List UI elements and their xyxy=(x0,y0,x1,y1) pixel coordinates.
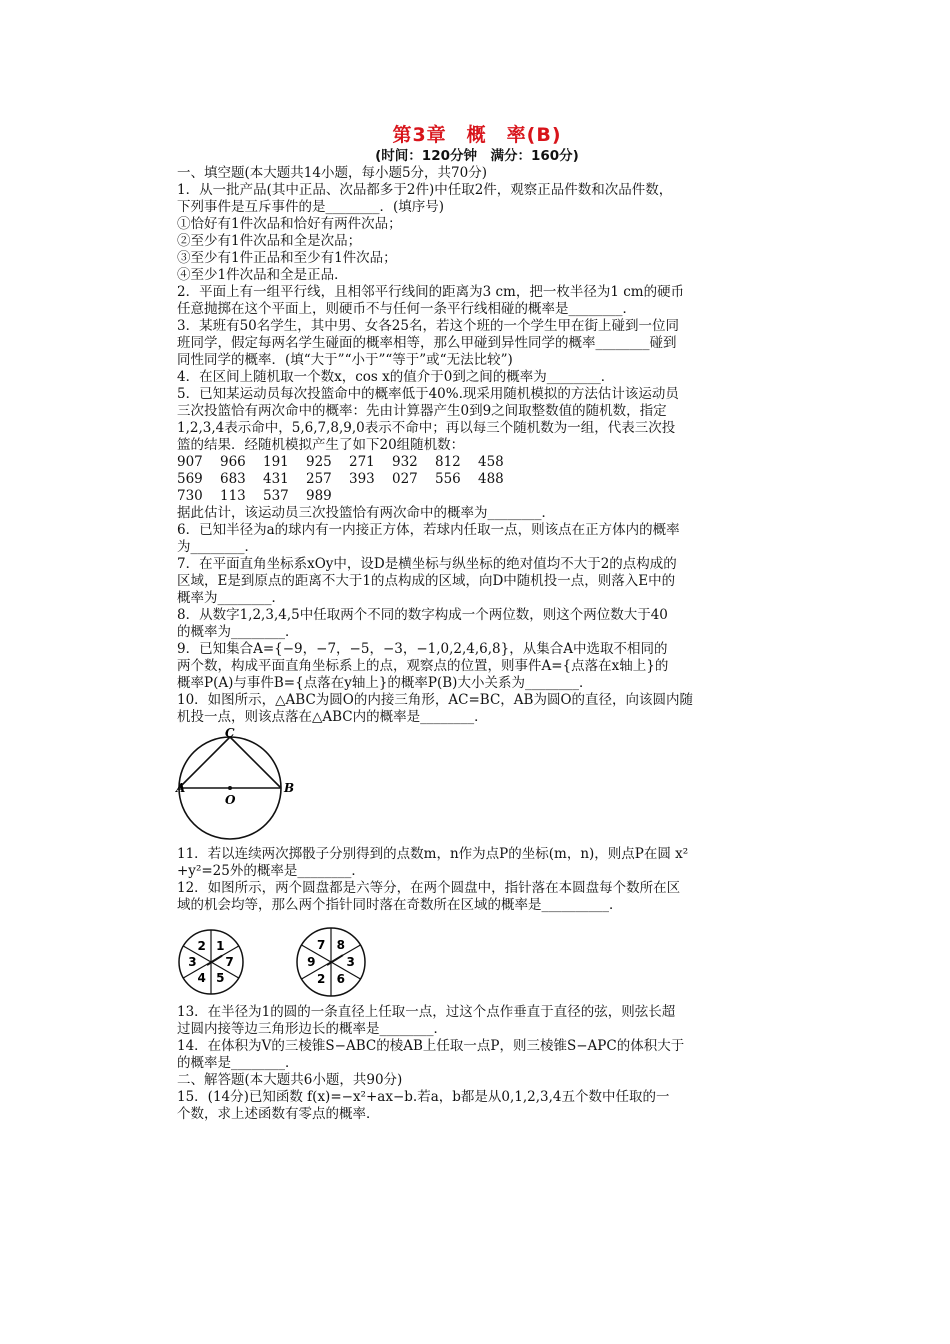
random-number: 191 xyxy=(263,454,289,470)
question-text-line: 12．如图所示，两个圆盘都是六等分，在两个圆盘中，指针落在本圆盘每个数所在区 xyxy=(177,880,681,896)
question-text-line: 下列事件是互斥事件的是________．(填序号) xyxy=(177,199,445,215)
disk-number: 3 xyxy=(346,955,355,969)
question-text-line: ②至少有1件次品和全是次品； xyxy=(177,233,362,249)
question-text-line: 的概率是________． xyxy=(177,1055,299,1071)
question-text-line: 9．已知集合A={−9，−7，−5，−3，−1,0,2,4,6,8}，从集合A中选取不相同的 xyxy=(177,641,668,657)
question-text-line: 概率P(A)与事件B={点落在y轴上}的概率P(B)大小关系为________． xyxy=(177,675,593,691)
random-number: 925 xyxy=(306,454,332,470)
exam-info: (时间：120分钟 满分：160分) xyxy=(375,148,579,164)
question-text-line: 为________． xyxy=(177,539,258,555)
question-text-line: 概率为________． xyxy=(177,590,285,606)
question-text-line: 4．在区间上随机取一个数x，cos x的值介于0到之间的概率为________． xyxy=(177,369,615,385)
random-number-row xyxy=(177,471,777,488)
random-number: 812 xyxy=(435,454,461,470)
spinner-disk-2 xyxy=(297,928,365,996)
question-text-line: 15．(14分)已知函数 f(x)=−x²+ax−b.若a，b都是从0,1,2,3,4五个数中任取的一 xyxy=(177,1089,670,1105)
random-number: 569 xyxy=(177,471,203,487)
question-text-line: 10．如图所示，△ABC为圆O的内接三角形，AC=BC，AB为圆O的直径，向该圆内随 xyxy=(177,692,694,708)
document-page xyxy=(177,122,777,1123)
disk-number: 4 xyxy=(197,971,206,986)
question-text-line: 班同学，假定每两名学生碰面的概率相等，那么甲碰到异性同学的概率________碰到 xyxy=(177,335,677,351)
label-b: B xyxy=(284,781,295,795)
figure-circle-triangle xyxy=(177,726,777,846)
question-text-line: 3．某班有50名学生，其中男、女各25名，若这个班的一个学生甲在街上碰到一位同 xyxy=(177,318,679,334)
random-number: 907 xyxy=(177,454,203,470)
circle-triangle-diagram xyxy=(177,728,317,846)
questions-5-10 xyxy=(177,505,777,726)
random-number-row xyxy=(177,488,777,505)
random-number: 458 xyxy=(478,454,504,470)
disk-number: 2 xyxy=(197,938,206,953)
random-number: 488 xyxy=(478,471,504,487)
question-text-line: 域的机会均等，那么两个指针同时落在奇数所在区域的概率是__________． xyxy=(177,897,623,913)
random-number-table xyxy=(177,454,777,505)
random-number: 932 xyxy=(392,454,418,470)
question-text-line: 过圆内接等边三角形边长的概率是________． xyxy=(177,1021,447,1037)
random-number: 989 xyxy=(306,488,332,504)
random-number: 966 xyxy=(220,454,246,470)
random-number-row xyxy=(177,454,777,471)
question-text-line: 8．从数字1,2,3,4,5中任取两个不同的数字构成一个两位数，则这个两位数大于40 xyxy=(177,607,668,623)
question-text-line: 据此估计，该运动员三次投篮恰有两次命中的概率为________． xyxy=(177,505,555,521)
question-text-line: 篮的结果．经随机模拟产生了如下20组随机数： xyxy=(177,437,465,453)
question-text-line: 的概率为________． xyxy=(177,624,299,640)
question-text-line: 一、填空题(本大题共14小题，每小题5分，共70分) xyxy=(177,165,487,181)
question-text-line: 二、解答题(本大题共6小题，共90分) xyxy=(177,1072,403,1088)
disk-number: 3 xyxy=(188,955,197,969)
random-number: 257 xyxy=(306,471,332,487)
random-number: 027 xyxy=(392,471,418,487)
question-text-line: +y²=25外的概率是________． xyxy=(177,863,365,879)
random-number: 113 xyxy=(220,488,246,504)
question-text-line: 5．已知某运动员每次投篮命中的概率低于40%.现采用随机模拟的方法估计该运动员 xyxy=(177,386,679,402)
question-text-line: 1,2,3,4表示命中，5,6,7,8,9,0表示不命中；再以每三个随机数为一组，代表三次投 xyxy=(177,420,676,436)
question-text-line: 区域，E是到原点的距离不大于1的点构成的区域，向D中随机投一点，则落入E中的 xyxy=(177,573,676,589)
question-text-line: 1．从一批产品(其中正品、次品都多于2件)中任取2件，观察正品件数和次品件数， xyxy=(177,182,673,198)
question-text-line: ③至少有1件正品和至少有1件次品； xyxy=(177,250,397,266)
question-text-line: 机投一点，则该点落在△ABC内的概率是________． xyxy=(177,709,488,725)
disk-number: 1 xyxy=(216,938,225,953)
questions-13-15 xyxy=(177,1004,777,1123)
question-text-line: 任意抛掷在这个平面上，则硬币不与任何一条平行线相碰的概率是________． xyxy=(177,301,636,317)
question-text-line: ④至少1件次品和全是正品． xyxy=(177,267,348,283)
spinner-disk-1 xyxy=(179,930,243,994)
question-text-line: 11．若以连续两次掷骰子分别得到的点数m，n作为点P的坐标(m，n)，则点P在圆 x² xyxy=(177,846,689,862)
questions-11-12 xyxy=(177,846,777,914)
disk-number: 2 xyxy=(316,972,326,987)
center-point xyxy=(228,786,232,790)
random-number: 271 xyxy=(349,454,375,470)
label-c: C xyxy=(225,726,235,740)
figure-spinners xyxy=(177,914,777,1004)
question-text-line: 同性同学的概率．(填“大于”“小于”“等于”或“无法比较”) xyxy=(177,352,513,368)
disk-number: 6 xyxy=(336,972,346,987)
question-text-line: 个数，求上述函数有零点的概率． xyxy=(177,1106,380,1122)
question-text-line: 2．平面上有一组平行线，且相邻平行线间的距离为3 cm，把一枚半径为1 cm的硬币 xyxy=(177,284,685,300)
label-a: A xyxy=(176,781,186,795)
disk-number: 7 xyxy=(225,955,234,969)
random-number: 683 xyxy=(220,471,246,487)
random-number: 537 xyxy=(263,488,289,504)
question-text-line: 14．在体积为V的三棱锥S−ABC的棱AB上任取一点P，则三棱锥S−APC的体积大于 xyxy=(177,1038,685,1054)
pointer-icon xyxy=(327,955,343,965)
disk-number: 7 xyxy=(316,937,326,952)
page-title: 第3章 概 率(B) xyxy=(392,124,562,146)
random-number: 431 xyxy=(263,471,289,487)
random-number: 556 xyxy=(435,471,461,487)
disk-number: 8 xyxy=(336,937,346,952)
random-number: 730 xyxy=(177,488,203,504)
question-text-line: 13．在半径为1的圆的一条直径上任取一点，过这个点作垂直于直径的弦，则弦长超 xyxy=(177,1004,676,1020)
question-text-line: 三次投篮恰有两次命中的概率：先由计算器产生0到9之间取整数值的随机数，指定 xyxy=(177,403,667,419)
disk-number: 9 xyxy=(307,955,316,969)
label-o: O xyxy=(225,793,236,807)
questions-1-5 xyxy=(177,165,777,454)
random-number: 393 xyxy=(349,471,375,487)
question-text-line: 6．已知半径为a的球内有一内接正方体，若球内任取一点，则该点在正方体内的概率 xyxy=(177,522,680,538)
question-text-line: ①恰好有1件次品和恰好有两件次品； xyxy=(177,216,402,232)
spinner-disks xyxy=(177,918,437,1006)
question-text-line: 7．在平面直角坐标系xOy中，设D是横坐标与纵坐标的绝对值均不大于2的点构成的 xyxy=(177,556,677,572)
disk-number: 5 xyxy=(216,971,225,986)
question-text-line: 两个数，构成平面直角坐标系上的点，观察点的位置，则事件A={点落在x轴上}的 xyxy=(177,658,669,674)
